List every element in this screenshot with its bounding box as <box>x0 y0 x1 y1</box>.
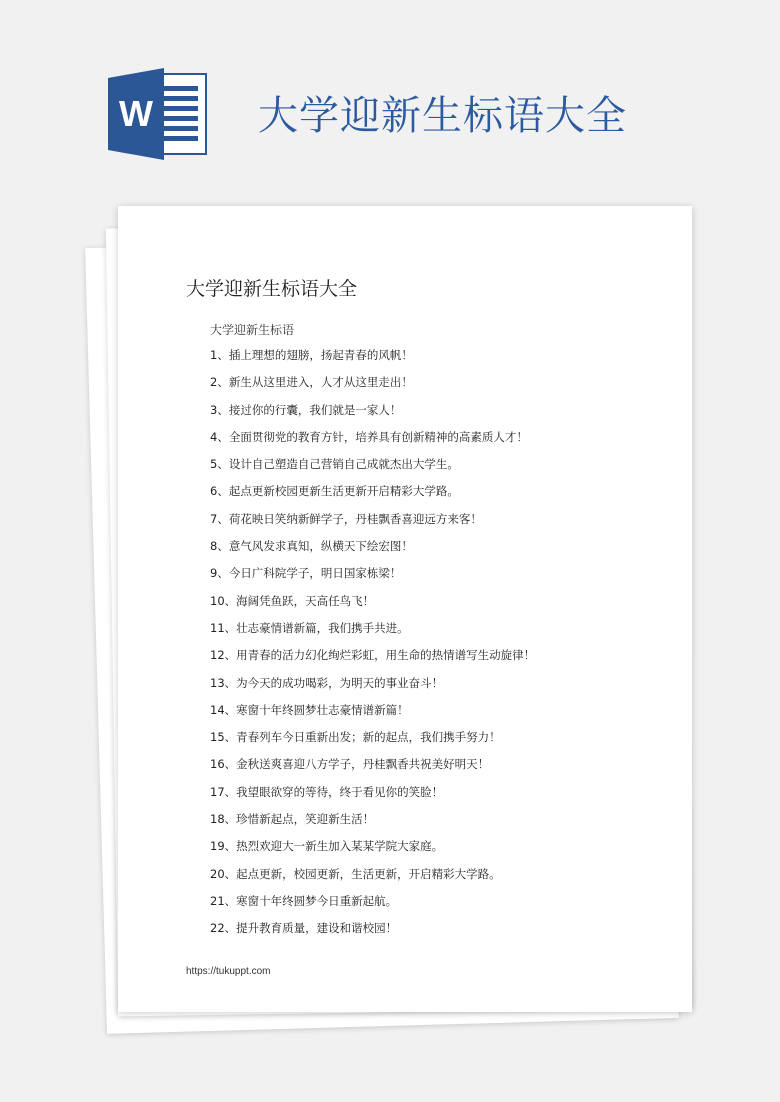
list-item-text: 壮志豪情谱新篇，我们携手共进。 <box>236 620 409 635</box>
list-item-number: 13、 <box>210 675 237 690</box>
list-item-text: 全面贯彻党的教育方针，培养具有创新精神的高素质人才！ <box>228 429 528 444</box>
list-item-number: 6、 <box>210 484 229 499</box>
list-item-number: 8、 <box>210 539 229 554</box>
list-item <box>210 511 535 538</box>
list-item <box>210 347 535 374</box>
document-subtitle: 大学迎新生标语 <box>210 323 295 337</box>
list-item-number: 3、 <box>210 402 229 417</box>
list-item-number: 7、 <box>210 511 229 526</box>
document-title: 大学迎新生标语大全 <box>186 278 358 300</box>
document-page <box>118 206 692 1012</box>
list-item-text: 起点更新校园更新生活更新开启精彩大学路。 <box>228 484 459 499</box>
list-item <box>210 920 535 947</box>
list-item-text: 我望眼欲穿的等待，终于看见你的笑脸！ <box>236 784 444 799</box>
list-item-number: 12、 <box>210 648 237 663</box>
list-item <box>210 675 535 702</box>
list-item-text: 提升教育质量，建设和谐校园！ <box>236 921 398 936</box>
list-item-number: 20、 <box>210 866 237 881</box>
list-item <box>210 866 535 893</box>
list-item-text: 荷花映日笑纳新鲜学子，丹桂飘香喜迎远方来客！ <box>228 511 482 526</box>
list-item-number: 15、 <box>210 730 237 745</box>
list-item <box>210 456 535 483</box>
banner-title: 大学迎新生标语大全 <box>258 93 627 139</box>
list-item-text: 海阔凭鱼跃，天高任鸟飞！ <box>236 593 375 608</box>
list-item-text: 接过你的行囊，我们就是一家人！ <box>228 402 402 417</box>
list-item-number: 19、 <box>210 839 237 854</box>
list-item <box>210 729 535 756</box>
list-item-text: 用青春的活力幻化绚烂彩虹，用生命的热情谱写生动旋律！ <box>236 648 536 663</box>
list-item-number: 5、 <box>210 457 229 472</box>
list-item-number: 4、 <box>210 429 229 444</box>
list-item <box>210 429 535 456</box>
list-item-number: 11、 <box>210 620 237 635</box>
list-item-text: 设计自己塑造自己营销自己成就杰出大学生。 <box>228 457 459 472</box>
svg-text:W: W <box>119 93 153 134</box>
document-footer-url: https://tukuppt.com <box>186 966 271 977</box>
list-item-number: 22、 <box>210 921 237 936</box>
list-item-text: 青春列车今日重新出发；新的起点，我们携手努力！ <box>236 730 501 745</box>
list-item <box>210 538 535 565</box>
list-item-number: 14、 <box>210 702 237 717</box>
list-item-text: 寒窗十年终圆梦今日重新起航。 <box>236 893 398 908</box>
list-item <box>210 702 535 729</box>
slogan-list <box>210 347 535 948</box>
list-item-number: 21、 <box>210 893 237 908</box>
list-item-text: 金秋送爽喜迎八方学子，丹桂飘香共祝美好明天！ <box>236 757 490 772</box>
list-item-text: 起点更新，校园更新，生活更新，开启精彩大学路。 <box>236 866 501 881</box>
list-item <box>210 374 535 401</box>
list-item-text: 意气风发求真知，纵横天下绘宏图！ <box>228 539 413 554</box>
list-item-text: 新生从这里进入，人才从这里走出！ <box>228 375 413 390</box>
list-item-text: 插上理想的翅膀，扬起青春的风帆！ <box>228 348 413 362</box>
list-item <box>210 838 535 865</box>
list-item <box>210 620 535 647</box>
list-item-number: 2、 <box>210 375 229 390</box>
list-item <box>210 893 535 920</box>
list-item <box>210 565 535 592</box>
list-item-text: 热烈欢迎大一新生加入某某学院大家庭。 <box>236 839 444 854</box>
list-item-text: 今日广科院学子，明日国家栋梁！ <box>228 566 402 581</box>
list-item-number: 1、 <box>210 348 229 362</box>
list-item <box>210 483 535 510</box>
list-item <box>210 756 535 783</box>
list-item <box>210 647 535 674</box>
list-item-number: 16、 <box>210 757 237 772</box>
list-item <box>210 402 535 429</box>
list-item <box>210 811 535 838</box>
list-item-text: 寒窗十年终圆梦壮志豪情谱新篇！ <box>236 702 409 717</box>
list-item <box>210 593 535 620</box>
list-item-number: 9、 <box>210 566 229 581</box>
list-item-number: 17、 <box>210 784 237 799</box>
list-item-number: 18、 <box>210 812 237 827</box>
word-document-icon <box>108 68 208 160</box>
list-item-text: 为今天的成功喝彩，为明天的事业奋斗！ <box>236 675 444 690</box>
list-item-text: 珍惜新起点，笑迎新生活！ <box>236 812 375 827</box>
list-item-number: 10、 <box>210 593 237 608</box>
list-item <box>210 784 535 811</box>
